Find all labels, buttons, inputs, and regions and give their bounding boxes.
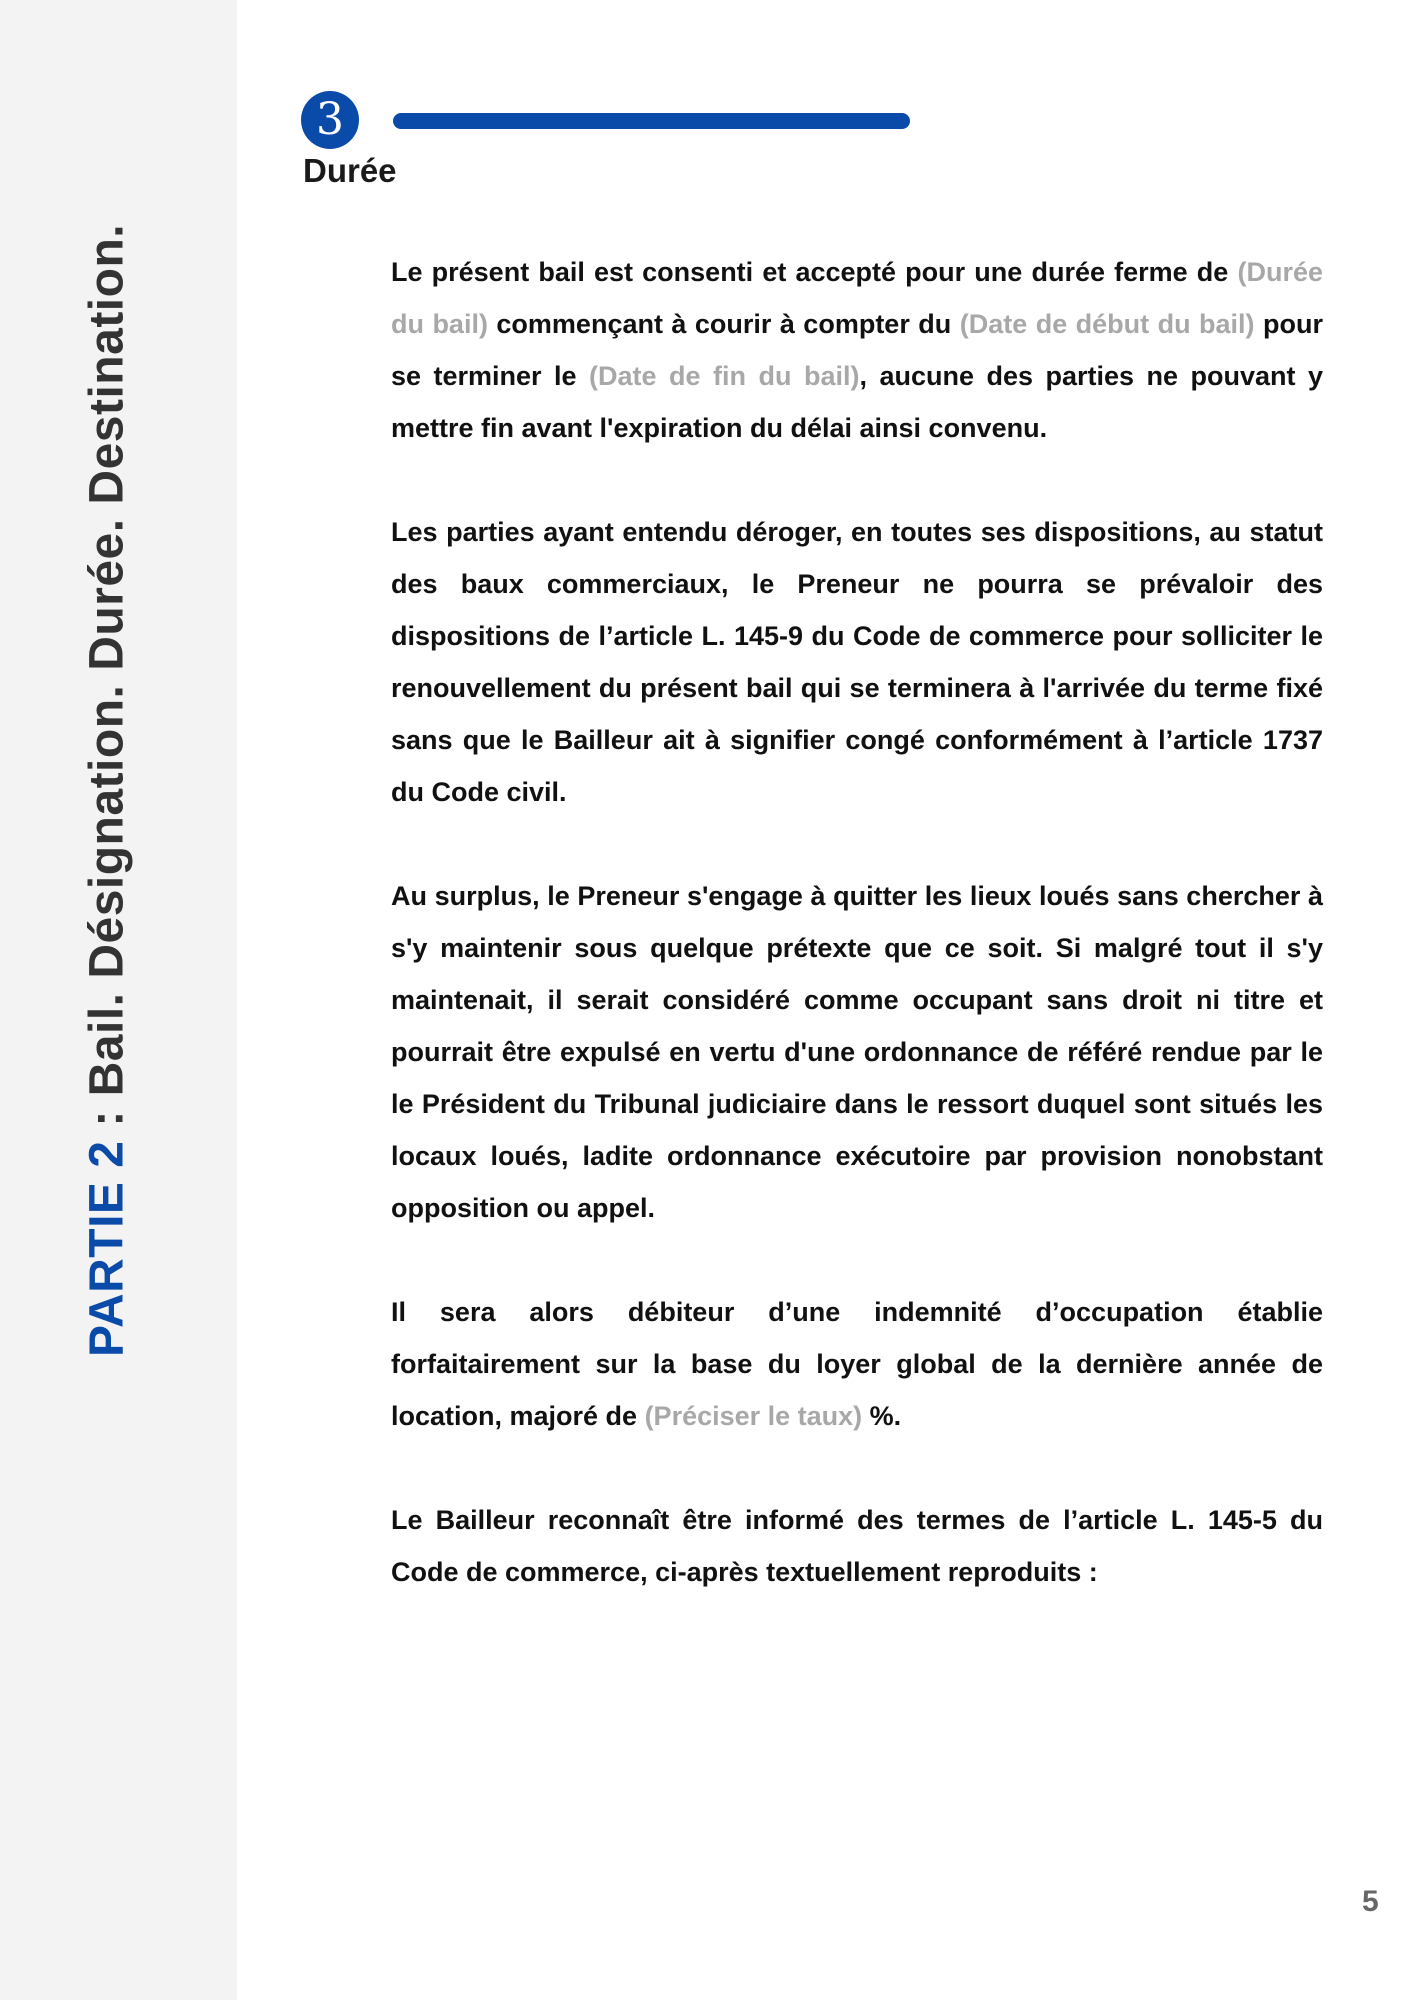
text-run: Les parties ayant entendu déroger, en toutes ses dispositions, au statut des baux commerciaux, le Preneur ne pourra se prévaloir des dispositions de l’article L. 145-9 du Code de commerce pour solliciter le renouvellement du présent bail qui se terminera à l'arrivée du terme fixé sans que le Bailleur ait à signifier congé conformément à l’article 1737 du Code civil. — [391, 517, 1323, 807]
paragraph — [391, 1286, 1323, 1442]
text-run: , aucune des parties ne pouvant y mettre fin avant l'expiration du délai ainsi convenu. — [391, 361, 1323, 443]
page-number: 5 — [1362, 1885, 1379, 1918]
paragraph — [391, 506, 1323, 818]
text-run: commençant à courir à compter du — [487, 309, 960, 339]
part-label: PARTIE 2 — [80, 1140, 134, 1357]
placeholder-field: (Durée du bail) — [391, 257, 1323, 339]
paragraph — [391, 870, 1323, 1234]
sidebar — [0, 0, 237, 2000]
text-run: pour se terminer le — [391, 309, 1323, 391]
section-body — [391, 246, 1323, 1650]
part-subtitle: : Bail. Désignation. Durée. Destination. — [80, 223, 134, 1141]
paragraph — [391, 246, 1323, 454]
paragraph — [391, 1494, 1323, 1598]
text-run: %. — [862, 1401, 902, 1431]
placeholder-field: (Date de fin du bail) — [589, 361, 860, 391]
placeholder-field: (Préciser le taux) — [644, 1401, 863, 1431]
placeholder-field: (Date de début du bail) — [959, 309, 1255, 339]
part-title — [80, 224, 135, 1357]
text-run: Il sera alors débiteur d’une indemnité d’occupation établie forfaitairement sur la base du loyer global de la dernière année de location, majoré de — [391, 1297, 1323, 1431]
text-run: Le présent bail est consenti et accepté pour une durée ferme de — [391, 257, 1238, 287]
section-heading: Durée — [303, 152, 397, 189]
section-divider-bar — [393, 113, 910, 129]
text-run: Le Bailleur reconnaît être informé des termes de l’article L. 145-5 du Code de commerce, ci-après textuellement reproduits : — [391, 1505, 1323, 1587]
section-number-badge: 3 — [301, 91, 359, 149]
text-run: Au surplus, le Preneur s'engage à quitter les lieux loués sans chercher à s'y maintenir sous quelque prétexte que ce soit. Si malgré tout il s'y maintenait, il serait considéré comme occupant sans droit ni titre et pourrait être expulsé en vertu d'une ordonnance de référé rendue par le le Président du Tribunal judiciaire dans le ressort duquel sont situés les locaux loués, ladite ordonnance exécutoire par provision nonobstant opposition ou appel. — [391, 881, 1323, 1223]
